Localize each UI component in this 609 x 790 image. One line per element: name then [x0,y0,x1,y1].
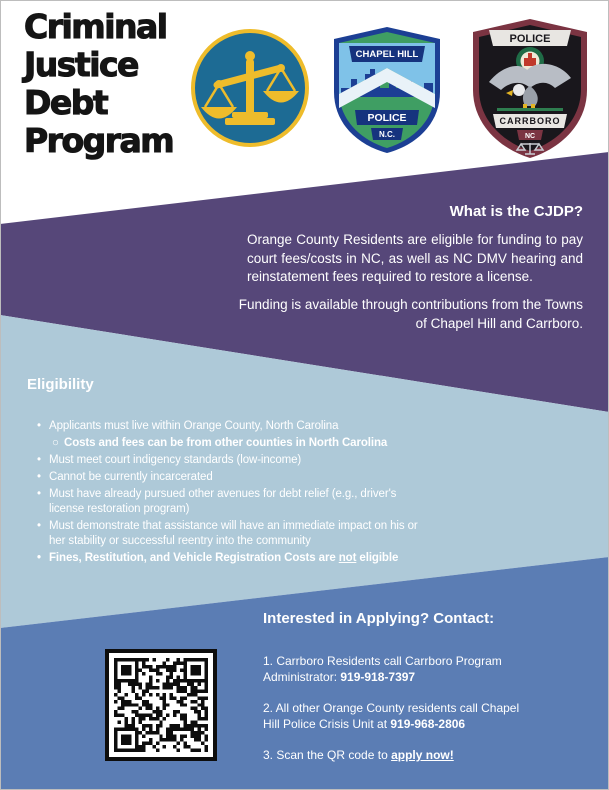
bullet-marker: • [37,520,41,532]
eligibility-sub-bullet [52,436,419,451]
contact-list [263,654,527,780]
bullet-marker: • [37,420,41,432]
carrboro-shield-icon [467,16,593,162]
eligibility-heading: Eligibility [27,376,94,393]
bullet-text: Costs and fees can be from other counties in North Carolina [64,437,388,449]
title-line: Debt [24,83,108,122]
chapel-hill-nc-text: N.C. [379,130,395,139]
eligibility-bullet [37,519,419,549]
bullet-marker: • [37,552,41,564]
chapel-hill-police-text: POLICE [367,112,407,124]
contact-heading: Interested in Applying? Contact: [263,610,495,627]
eligibility-list [37,419,419,568]
qr-code-pattern [114,658,208,752]
eligibility-bullet [37,470,419,485]
funding-paragraph: Funding is available through contributions from the Towns of Chapel Hill and Carrboro. [238,297,583,331]
scales-of-justice-logo [189,27,311,149]
scales-icon [189,27,311,149]
page-title [24,8,173,160]
bullet-text: Fines, Restitution, and Vehicle Registration Costs are not eligible [49,552,399,564]
carrboro-police-text: POLICE [509,33,551,45]
carrboro-nc-text: NC [524,133,536,140]
carrboro-name-text: CARRBORO [499,116,561,126]
bullet-marker: • [37,454,41,466]
bullet-marker: • [37,471,41,483]
bullet-marker: ○ [52,437,59,449]
bullet-marker: • [37,488,41,500]
eligibility-bullet [37,419,419,434]
bullet-text: Must have already pursued other avenues for debt relief (e.g., driver's license restoration program) [49,488,397,515]
what-is-cjdp-heading: What is the CJDP? [449,203,583,220]
chapel-hill-banner-text: CHAPEL HILL [355,49,419,60]
bullet-text: Must demonstrate that assistance will have an immediate impact on his or her stability or successful reentry into the community [49,520,418,547]
eligibility-bullet [37,487,419,517]
chapel-hill-shield-icon [329,24,445,156]
cjdp-description-paragraph: Orange County Residents are eligible for funding to pay court fees/costs in NC, as well as NC DMV hearing and reinstatement fees required to restore a license. [247,232,583,284]
bullet-text: Must meet court indigency standards (low-income) [49,454,302,466]
bullet-text: Cannot be currently incarcerated [49,471,213,483]
title-line: Criminal [24,7,167,46]
bullet-text: Applicants must live within Orange County, North Carolina [49,420,339,432]
carrboro-police-badge [467,16,593,162]
title-line: Justice [24,45,138,84]
eligibility-bullet [37,551,419,566]
title-line: Program [24,121,174,160]
contact-item: 2. All other Orange County residents call Chapel Hill Police Crisis Unit at 919-968-2806 [263,701,520,731]
qr-code [105,649,217,761]
eligibility-bullet [37,453,419,468]
chapel-hill-police-badge [329,24,445,156]
contact-item: 1. Carrboro Residents call Carrboro Program Administrator: 919-918-7397 [263,654,502,684]
contact-item: 3. Scan the QR code to apply now! [263,748,454,762]
